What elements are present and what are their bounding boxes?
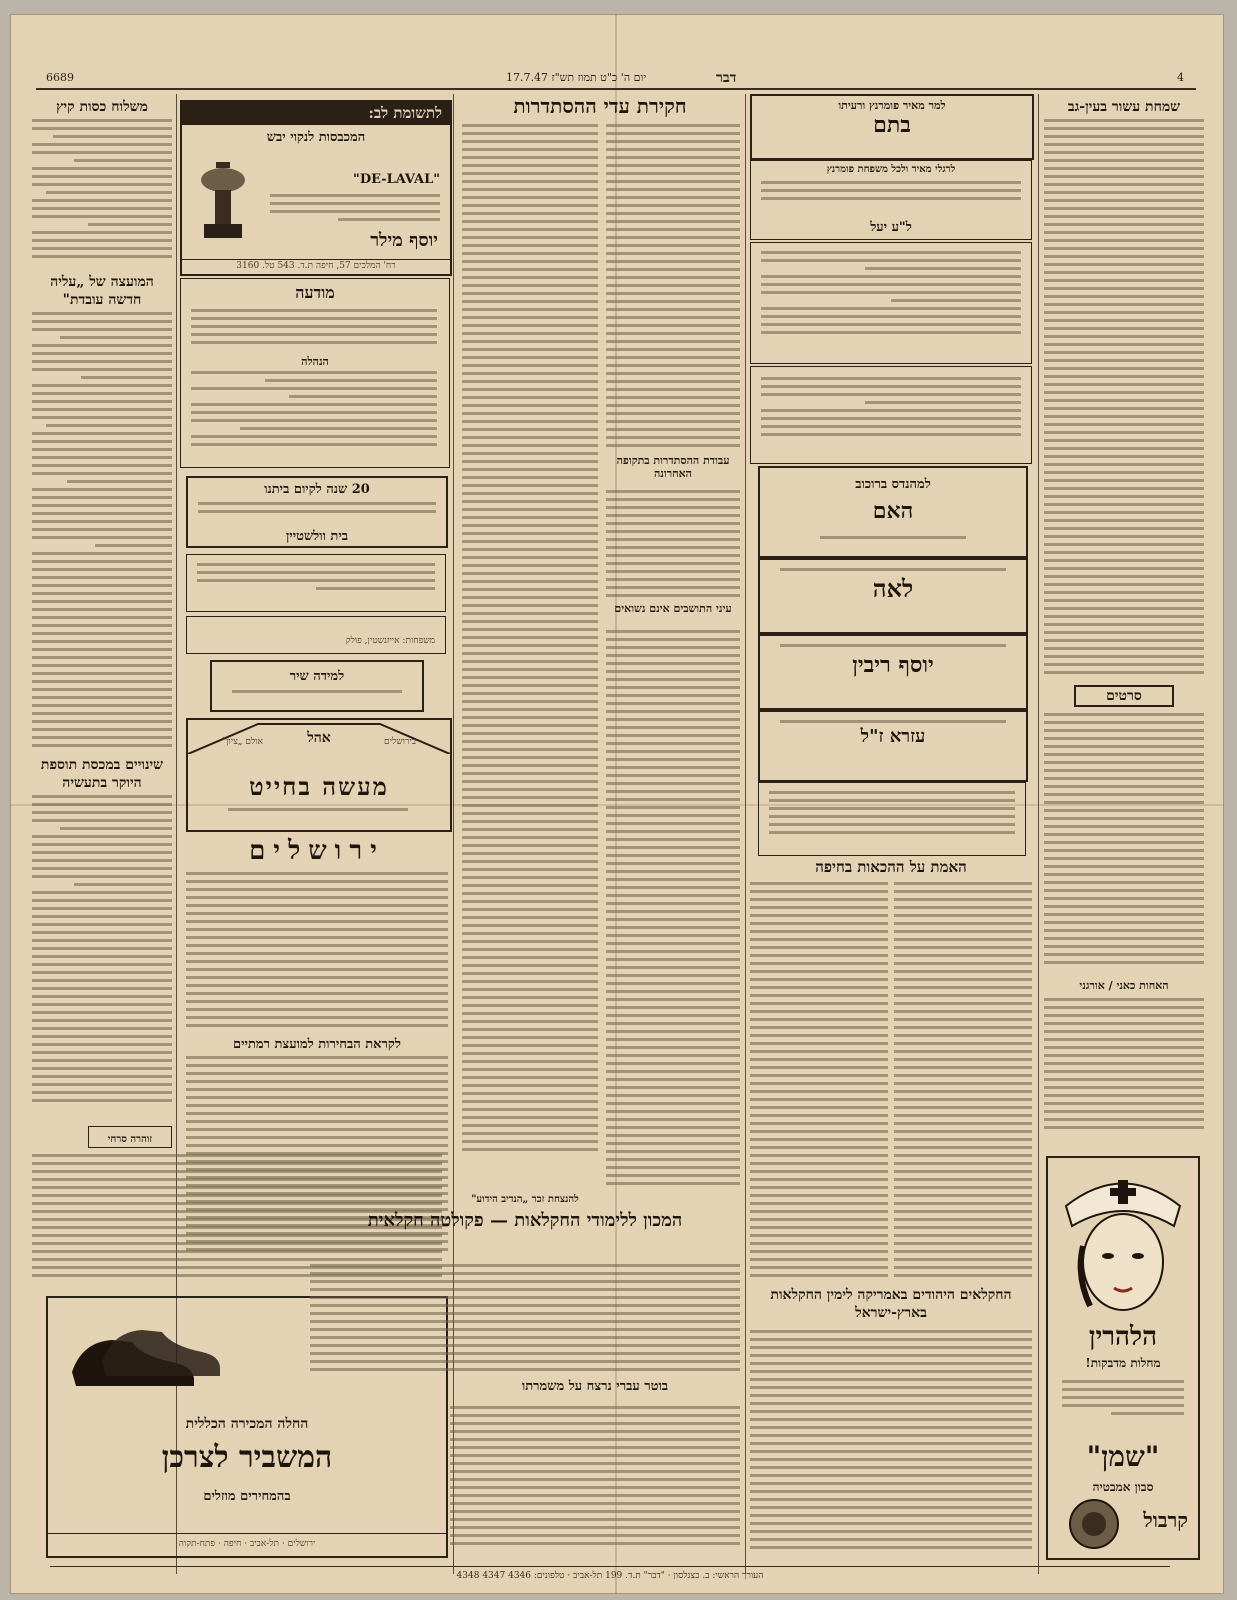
date-line: יום ה' כ"ט תמוז תש"ז 17.7.47 <box>506 71 647 84</box>
notice-title: מודעה <box>295 283 335 302</box>
small-notice-2: משפחות: אייזנשטין, פולק <box>186 616 446 654</box>
shoes-icon <box>62 1312 222 1402</box>
far-left-column <box>32 94 172 1104</box>
text-block <box>750 882 888 1282</box>
jerusalem-title: ירושלים <box>249 836 385 866</box>
column-rule <box>745 94 746 1574</box>
soap-name: "שמן" <box>1086 1440 1160 1473</box>
text-block <box>310 1264 740 1374</box>
notice-subtitle: הנהלה <box>301 355 329 368</box>
far-right-column <box>1044 94 1204 1154</box>
column-rule <box>1038 94 1039 1574</box>
text-block <box>750 1330 1032 1558</box>
laval-sub: המכבסות לנקוי יבש <box>266 130 366 145</box>
headline: המועצה של „עליה חדשה עובדת" <box>50 274 154 308</box>
text-block <box>1044 713 1204 973</box>
headline: שמחת עשור בעין-גב <box>1067 99 1181 115</box>
headline: שינויים במכסת תוספת היוקר בתעשיה <box>40 757 164 791</box>
mourning-notice-6: לאה <box>758 558 1028 634</box>
shoe-ad-cities: ירושלים · תל-אביב · חיפה · פתח-תקוה <box>48 1533 446 1550</box>
masthead: דבר <box>716 70 737 86</box>
page-number-right: 4 <box>1177 71 1184 84</box>
text-block <box>606 124 740 454</box>
page-number-left: 6689 <box>46 71 74 84</box>
text-block <box>1044 119 1204 679</box>
ohel-theater-ad <box>186 718 452 832</box>
mourning-notice-1: למר מאיר פומרנץ ורעיתו בתם <box>750 94 1034 160</box>
text-block <box>32 795 172 1104</box>
ad-20-years <box>186 476 448 548</box>
ohel-play-title: מעשה בחייט <box>249 772 389 801</box>
agri-kicker: להנצחת זכר „הנדיב הידוע" <box>471 1194 579 1205</box>
ohel-hall: אולם „ציון" <box>222 737 263 747</box>
ohel-name: אהל <box>307 730 331 746</box>
laval-address: רח' המלכים 57, חיפה ת.ד. 543 טל. 3160 <box>182 259 450 272</box>
haifa-headline: האמת על ההכאות בחיפה <box>815 858 967 876</box>
headline: האחות כאני / אורגני <box>1079 979 1169 992</box>
separator-machine-icon <box>194 154 252 244</box>
text-block <box>606 630 740 1190</box>
mourning-notice-4 <box>750 366 1032 464</box>
mourning-notice-7: יוסף ריבין <box>758 634 1028 710</box>
laval-brand: "DE-LAVAL" <box>353 172 440 187</box>
text-block <box>606 490 740 600</box>
farmers-headline: החקלאים היהודים באמריקה לימין החקלאות בארץ-ישראל <box>770 1287 1012 1321</box>
text-block <box>450 1406 740 1556</box>
helarin-slogan: מחלות מדבקות! <box>1085 1356 1161 1370</box>
shoe-ad-line2: המשביר לצרכן <box>161 1440 333 1475</box>
text-block <box>462 124 598 1194</box>
mourning-notice-2: לרגלי מאיר ולכל משפחת פומרנץ ל"ע יעל <box>750 160 1032 240</box>
page-header <box>36 68 1196 90</box>
helarin-brand: הלהרין <box>1088 1322 1158 1352</box>
shoe-ad-line1: החלה המכירה הכללית <box>185 1416 309 1432</box>
zohra-box: זוהרה סרחי <box>88 1126 172 1148</box>
center-headline: חקירת עדי ההסתדרות <box>513 94 687 118</box>
text-block <box>32 119 172 269</box>
elections-headline: לקראת הבחירות למועצת רמתיים <box>233 1037 401 1052</box>
text-block <box>1044 998 1204 1138</box>
mourning-notice-9 <box>758 782 1026 856</box>
mourning-notice-3 <box>750 242 1032 364</box>
laval-heading: לתשומת לב: <box>182 102 450 125</box>
mourning-notice-5: למהנדס ברוכוב האם <box>758 466 1028 558</box>
soap-bar-icon <box>1066 1496 1122 1552</box>
ad-20-name: בית וולשטיין <box>285 529 349 544</box>
small-notice-1 <box>186 554 446 612</box>
text-block <box>186 872 448 1032</box>
shoe-ad-line3: בהמחירים מוזלים <box>203 1489 291 1504</box>
films-heading: סרטים <box>1074 685 1174 707</box>
page-footer: העורך הראשי: ב. כצנלסון · "דבר" ת.ד. 199 תל-אביב · טלפונים: 4346 4347 4348 <box>50 1566 1170 1585</box>
ad-20-title: 20 שנה לקיום ביתנו <box>264 482 370 497</box>
laval-ad <box>180 100 452 276</box>
text-block <box>32 312 172 752</box>
text-block <box>894 882 1032 1282</box>
mourning-notice-8: עזרא ז"ל <box>758 710 1028 782</box>
agri-headline: המכון ללימודי החקלאות — פקולטה חקלאית <box>367 1210 683 1231</box>
ohel-city: בירושלים <box>384 737 416 747</box>
center-subhead: עבודת ההסתדרות בתקופה האחרונה <box>616 454 730 480</box>
headline: משלוח כסות קיץ <box>56 99 148 115</box>
newspaper-page <box>10 14 1224 1594</box>
nurse-illustration-icon <box>1056 1166 1190 1316</box>
helarin-soap-ad <box>1046 1156 1200 1560</box>
laval-name: יוסף מילר <box>370 230 438 251</box>
small-notice-3: למידה שיר <box>210 660 424 712</box>
soap-sub: סבון אמבטיה <box>1092 1480 1154 1494</box>
text-block <box>186 1056 448 1266</box>
notice-box <box>180 278 450 468</box>
center-subhead-2: עיני התושבים אינם נשואים <box>614 602 732 615</box>
guard-headline: בוטר עברי נרצח על משמרתו <box>521 1379 669 1394</box>
soap-brand: קרבול <box>1143 1508 1188 1532</box>
